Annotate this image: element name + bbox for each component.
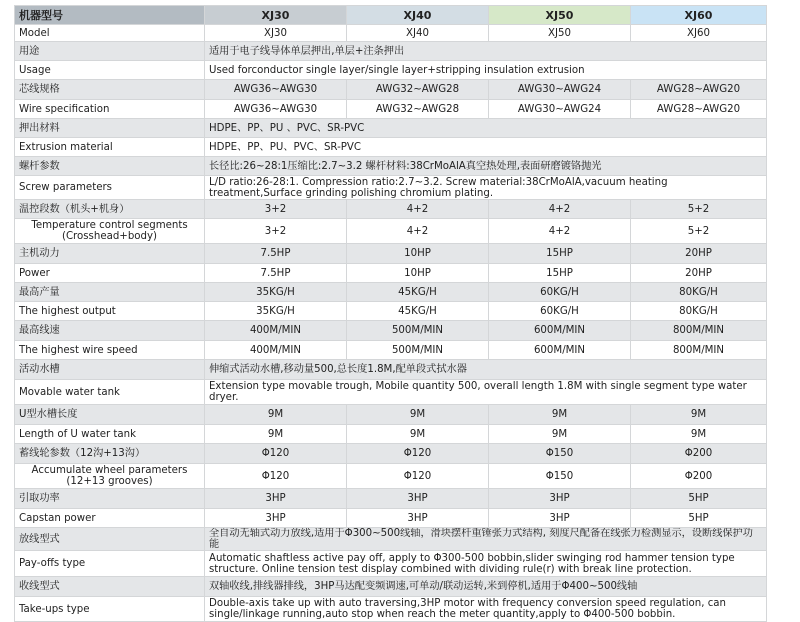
spec-row	[15, 264, 767, 283]
row-label: Extrusion material	[15, 138, 205, 157]
spec-row	[15, 200, 767, 219]
row-label: Wire specification	[15, 100, 205, 119]
row-value: 3HP	[205, 489, 347, 509]
row-value: AWG30~AWG24	[489, 100, 631, 119]
row-description: 双轴收线,排线器排线，3HP马达配变频调速,可单动/联动运转,米到停机,适用于Φ400~500线轴	[205, 577, 767, 597]
row-description: 全自动无轴式动力放线,适用于Φ300~500线轴，滑块摆杆重锤张力式结构, 刻度尺配备在线张力检测显示，设断线保护功能	[205, 528, 767, 551]
spec-row	[15, 597, 767, 622]
row-value: 9M	[489, 425, 631, 444]
row-description: 长径比:26~28:1压缩比:2.7~3.2 螺杆材料:38CrMoAlA真空热处理,表面研磨镀铬抛光	[205, 157, 767, 176]
row-value: 20HP	[631, 264, 767, 283]
spec-row	[15, 380, 767, 405]
row-value: 5HP	[631, 509, 767, 528]
row-value: AWG28~AWG20	[631, 100, 767, 119]
row-value: 4+2	[347, 219, 489, 244]
header-model: XJ40	[347, 6, 489, 25]
row-label: The highest wire speed	[15, 341, 205, 360]
row-value: 600M/MIN	[489, 321, 631, 341]
spec-row	[15, 119, 767, 138]
row-value: 15HP	[489, 264, 631, 283]
row-description: HDPE、PP、PU、PVC、SR-PVC	[205, 138, 767, 157]
spec-row	[15, 138, 767, 157]
spec-row	[15, 219, 767, 244]
row-label: Length of U water tank	[15, 425, 205, 444]
row-label: Capstan power	[15, 509, 205, 528]
row-value: 3HP	[347, 489, 489, 509]
spec-row	[15, 176, 767, 200]
spec-row	[15, 551, 767, 577]
row-value: Φ200	[631, 444, 767, 464]
header-model: XJ30	[205, 6, 347, 25]
row-value: Φ120	[205, 464, 347, 489]
row-value: 3HP	[489, 489, 631, 509]
row-value: XJ30	[205, 25, 347, 42]
row-value: XJ60	[631, 25, 767, 42]
row-label: Movable water tank	[15, 380, 205, 405]
row-label: 温控段数（机头+机身）	[15, 200, 205, 219]
spec-row	[15, 360, 767, 380]
row-value: 5+2	[631, 219, 767, 244]
row-label: Usage	[15, 61, 205, 80]
row-description: L/D ratio:26-28:1. Compression ratio:2.7~3.2. Screw material:38CrMoAlA,vacuum heating treatment,Surface grinding polishing chromium plating.	[205, 176, 767, 200]
spec-row	[15, 577, 767, 597]
row-label: 最高产量	[15, 283, 205, 302]
spec-row	[15, 61, 767, 80]
row-value: 3+2	[205, 200, 347, 219]
row-label: Screw parameters	[15, 176, 205, 200]
row-description: Double-axis take up with auto traversing,3HP motor with frequency conversion speed regulation, can single/linkage running,auto stop when reach the meter quantity,apply to Φ400-500 bobbin.	[205, 597, 767, 622]
row-value: 800M/MIN	[631, 341, 767, 360]
row-value: Φ200	[631, 464, 767, 489]
row-value: 80KG/H	[631, 302, 767, 321]
row-label: Power	[15, 264, 205, 283]
spec-table	[14, 5, 767, 622]
row-value: 600M/MIN	[489, 341, 631, 360]
row-label: The highest output	[15, 302, 205, 321]
row-value: 9M	[205, 405, 347, 425]
spec-row	[15, 321, 767, 341]
row-value: Φ150	[489, 464, 631, 489]
row-value: 500M/MIN	[347, 321, 489, 341]
row-value: 4+2	[347, 200, 489, 219]
row-label: 押出材料	[15, 119, 205, 138]
spec-row	[15, 405, 767, 425]
spec-row	[15, 489, 767, 509]
row-value: Φ120	[205, 444, 347, 464]
spec-row	[15, 509, 767, 528]
row-label: 活动水槽	[15, 360, 205, 380]
row-label: Take-ups type	[15, 597, 205, 622]
row-value: 7.5HP	[205, 264, 347, 283]
row-value: 9M	[347, 405, 489, 425]
row-description: Used forconductor single layer/single layer+stripping insulation extrusion	[205, 61, 767, 80]
spec-row	[15, 100, 767, 119]
spec-row	[15, 302, 767, 321]
row-value: 9M	[205, 425, 347, 444]
row-value: 7.5HP	[205, 244, 347, 264]
row-value: 400M/MIN	[205, 341, 347, 360]
spec-table-body	[15, 6, 767, 622]
row-label: Model	[15, 25, 205, 42]
row-value: 3HP	[347, 509, 489, 528]
row-value: 4+2	[489, 200, 631, 219]
header-model: XJ50	[489, 6, 631, 25]
row-value: Φ150	[489, 444, 631, 464]
row-value: AWG36~AWG30	[205, 100, 347, 119]
row-description: Extension type movable trough, Mobile quantity 500, overall length 1.8M with single segment type water dryer.	[205, 380, 767, 405]
row-value: XJ40	[347, 25, 489, 42]
row-value: 60KG/H	[489, 302, 631, 321]
row-description: 伸缩式活动水槽,移动量500,总长度1.8M,配单段式拭水器	[205, 360, 767, 380]
row-value: 3HP	[205, 509, 347, 528]
spec-row	[15, 528, 767, 551]
spec-row	[15, 244, 767, 264]
spec-row	[15, 283, 767, 302]
row-value: 5+2	[631, 200, 767, 219]
row-value: 500M/MIN	[347, 341, 489, 360]
row-description: Automatic shaftless active pay off, apply to Φ300-500 bobbin,slider swinging rod hammer tension type structure. Online tension test display combined with dividing rule(r) with break line protection.	[205, 551, 767, 577]
row-label: U型水槽长度	[15, 405, 205, 425]
row-value: 35KG/H	[205, 302, 347, 321]
row-label: Pay-offs type	[15, 551, 205, 577]
spec-row	[15, 157, 767, 176]
row-label: 芯线规格	[15, 80, 205, 100]
spec-row	[15, 464, 767, 489]
row-label: 主机动力	[15, 244, 205, 264]
row-value: 10HP	[347, 264, 489, 283]
row-label: 蓄线轮参数（12沟+13沟）	[15, 444, 205, 464]
row-value: 5HP	[631, 489, 767, 509]
row-label: 放线型式	[15, 528, 205, 551]
row-value: 9M	[631, 425, 767, 444]
row-label: 收线型式	[15, 577, 205, 597]
row-value: Φ120	[347, 444, 489, 464]
row-label: 引取功率	[15, 489, 205, 509]
row-value: 45KG/H	[347, 302, 489, 321]
row-value: 15HP	[489, 244, 631, 264]
row-label: 最高线速	[15, 321, 205, 341]
row-value: 800M/MIN	[631, 321, 767, 341]
row-description: HDPE、PP、PU 、PVC、SR-PVC	[205, 119, 767, 138]
row-value: 9M	[489, 405, 631, 425]
row-description: 适用于电子线导体单层押出,单层+注条押出	[205, 42, 767, 61]
row-value: 45KG/H	[347, 283, 489, 302]
row-value: Φ120	[347, 464, 489, 489]
row-value: 35KG/H	[205, 283, 347, 302]
header-model: XJ60	[631, 6, 767, 25]
spec-row	[15, 425, 767, 444]
row-value: AWG32~AWG28	[347, 80, 489, 100]
spec-row	[15, 25, 767, 42]
spec-row	[15, 80, 767, 100]
row-label: 螺杆参数	[15, 157, 205, 176]
row-label: Temperature control segments (Crosshead+body)	[15, 219, 205, 244]
row-value: 80KG/H	[631, 283, 767, 302]
row-value: 60KG/H	[489, 283, 631, 302]
row-value: 3HP	[489, 509, 631, 528]
row-value: 9M	[631, 405, 767, 425]
row-value: 4+2	[489, 219, 631, 244]
row-value: XJ50	[489, 25, 631, 42]
row-value: AWG36~AWG30	[205, 80, 347, 100]
header-label: 机器型号	[15, 6, 205, 25]
spec-row	[15, 341, 767, 360]
row-value: AWG32~AWG28	[347, 100, 489, 119]
row-value: AWG30~AWG24	[489, 80, 631, 100]
row-value: 9M	[347, 425, 489, 444]
row-value: 20HP	[631, 244, 767, 264]
row-value: AWG28~AWG20	[631, 80, 767, 100]
row-label: Accumulate wheel parameters (12+13 grooves)	[15, 464, 205, 489]
spec-row	[15, 444, 767, 464]
row-value: 10HP	[347, 244, 489, 264]
row-value: 3+2	[205, 219, 347, 244]
header-row	[15, 6, 767, 25]
spec-row	[15, 42, 767, 61]
row-value: 400M/MIN	[205, 321, 347, 341]
row-label: 用途	[15, 42, 205, 61]
